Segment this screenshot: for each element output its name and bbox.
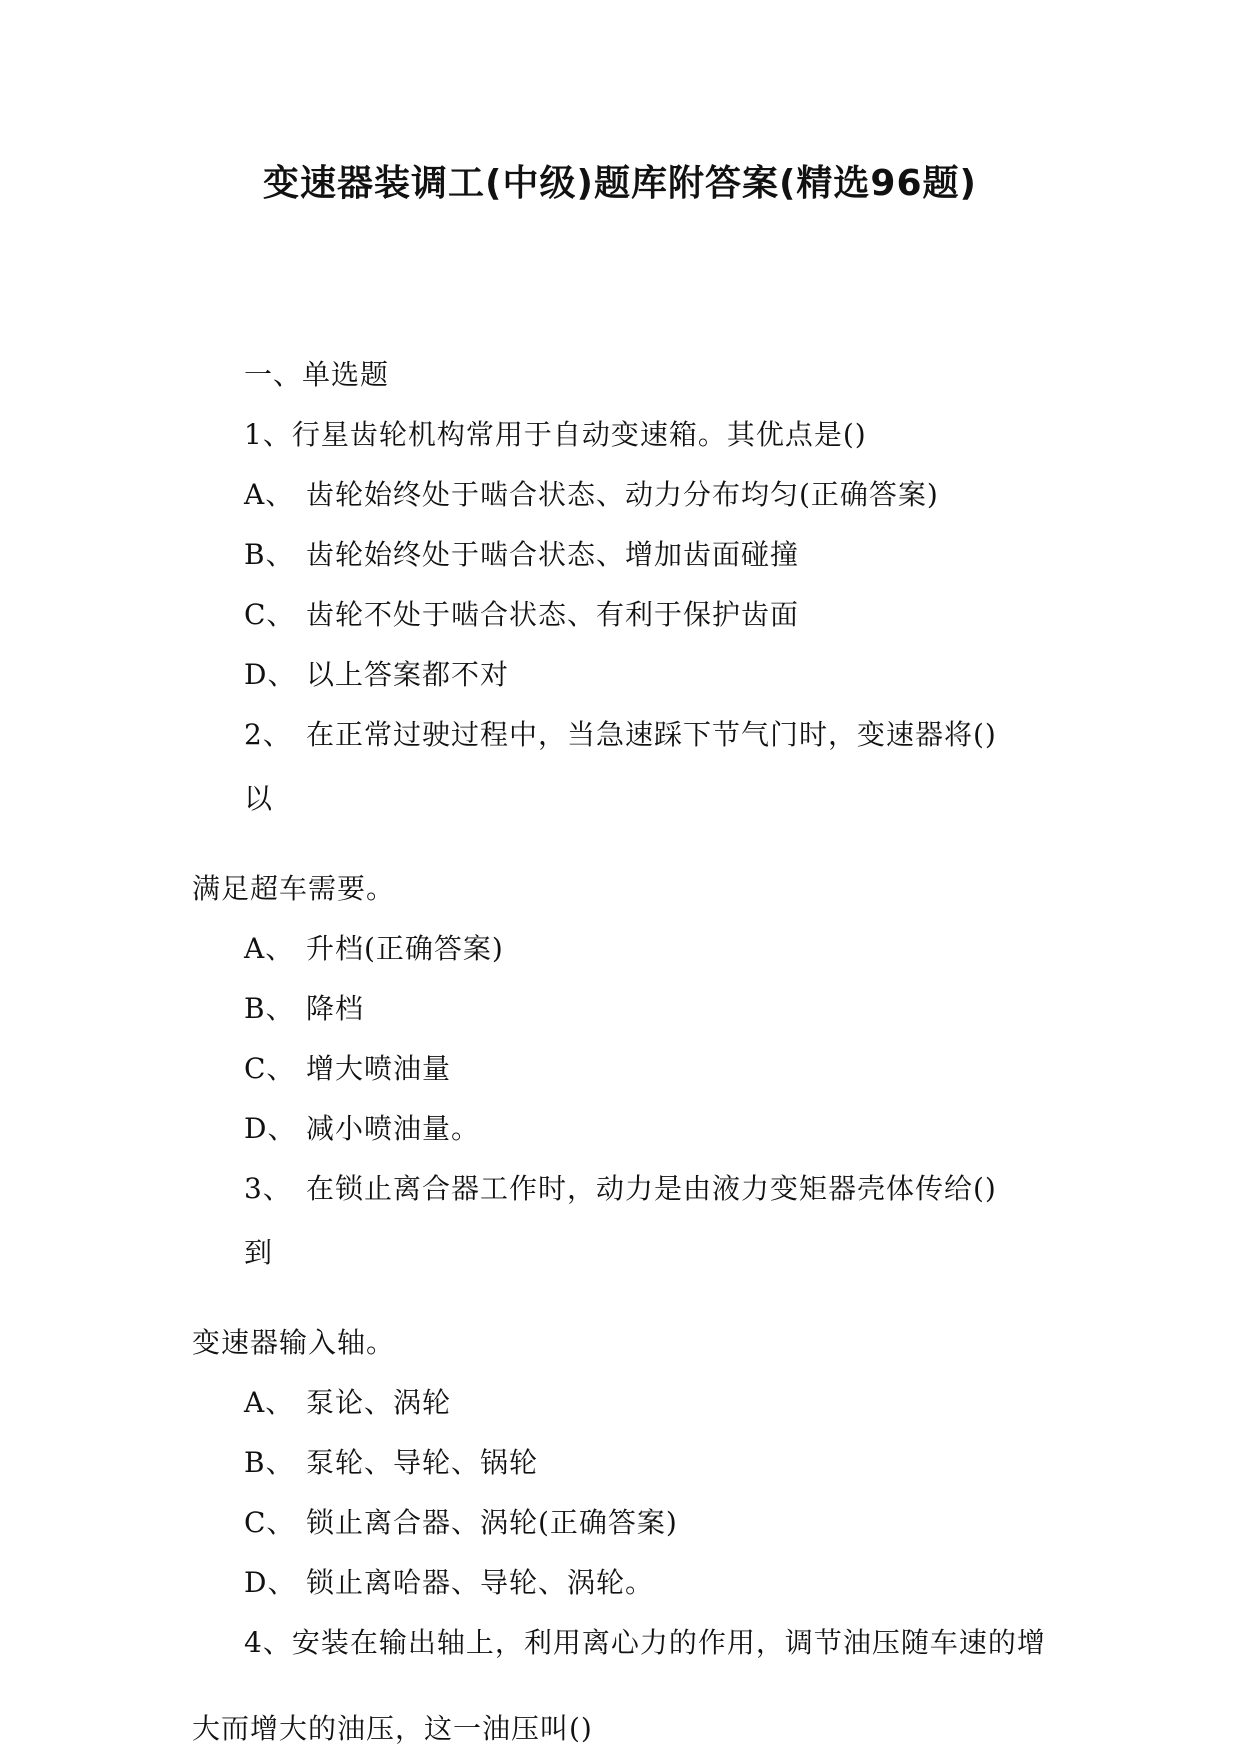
- option-text: 锁止离哈器、导轮、涡轮。: [306, 1566, 655, 1599]
- section-heading: 一、单选题: [244, 358, 390, 391]
- option-line: [244, 478, 939, 512]
- option-text: 泵轮、导轮、锅轮: [306, 1446, 539, 1479]
- option-text: 齿轮始终处于啮合状态、增加齿面碰撞: [306, 538, 800, 571]
- option-line: [244, 992, 364, 1026]
- option-label: A、: [244, 1386, 295, 1419]
- question-continuation: 变速器输入轴。: [192, 1326, 396, 1359]
- option-line: [244, 538, 799, 572]
- option-line: [244, 932, 504, 966]
- option-line: [244, 1112, 480, 1146]
- option-label: A、: [244, 478, 295, 511]
- option-label: C、: [244, 1506, 296, 1539]
- option-label: B、: [244, 538, 295, 571]
- option-text: 齿轮始终处于啮合状态、动力分布均匀(正确答案): [306, 478, 939, 511]
- option-text: 降档: [306, 992, 365, 1025]
- question-number: 2、: [244, 718, 292, 751]
- question-line: [244, 1172, 997, 1206]
- question-text: 在锁止离合器工作时，动力是由液力变矩器壳体传给(): [306, 1172, 997, 1205]
- option-text: 以上答案都不对: [306, 658, 510, 691]
- question-continuation: 满足超车需要。: [192, 872, 396, 905]
- option-line: [244, 598, 799, 632]
- question-number: 3、: [244, 1172, 292, 1205]
- option-label: A、: [244, 932, 295, 965]
- question-wrap-line: 以: [244, 782, 274, 815]
- option-line: [244, 1052, 451, 1086]
- question-line: 1、行星齿轮机构常用于自动变速箱。其优点是(): [244, 418, 867, 451]
- option-line: [244, 1566, 654, 1600]
- option-label: B、: [244, 992, 295, 1025]
- option-text: 减小喷油量。: [306, 1112, 481, 1145]
- option-text: 增大喷油量: [306, 1052, 452, 1085]
- option-line: [244, 1446, 538, 1480]
- option-label: D、: [244, 1112, 297, 1145]
- option-label: D、: [244, 658, 297, 691]
- option-text: 泵论、涡轮: [306, 1386, 452, 1419]
- option-label: C、: [244, 1052, 296, 1085]
- option-label: C、: [244, 598, 296, 631]
- document-title: 变速器装调工(中级)题库附答案(精选96题): [263, 163, 977, 204]
- option-label: D、: [244, 1566, 297, 1599]
- option-text: 锁止离合器、涡轮(正确答案): [306, 1506, 678, 1539]
- question-text: 在正常过驶过程中，当急速踩下节气门时，变速器将(): [306, 718, 997, 751]
- question-wrap-line: 到: [244, 1236, 274, 1269]
- option-line: [244, 1506, 678, 1540]
- option-line: [244, 1386, 451, 1420]
- option-text: 升档(正确答案): [306, 932, 504, 965]
- question-line: 4、安装在输出轴上，利用离心力的作用，调节油压随车速的增: [244, 1626, 1046, 1659]
- question-line: [244, 718, 997, 752]
- option-label: B、: [244, 1446, 295, 1479]
- question-continuation: 大而增大的油压，这一油压叫(): [192, 1712, 593, 1745]
- option-line: [244, 658, 509, 692]
- option-text: 齿轮不处于啮合状态、有利于保护齿面: [306, 598, 800, 631]
